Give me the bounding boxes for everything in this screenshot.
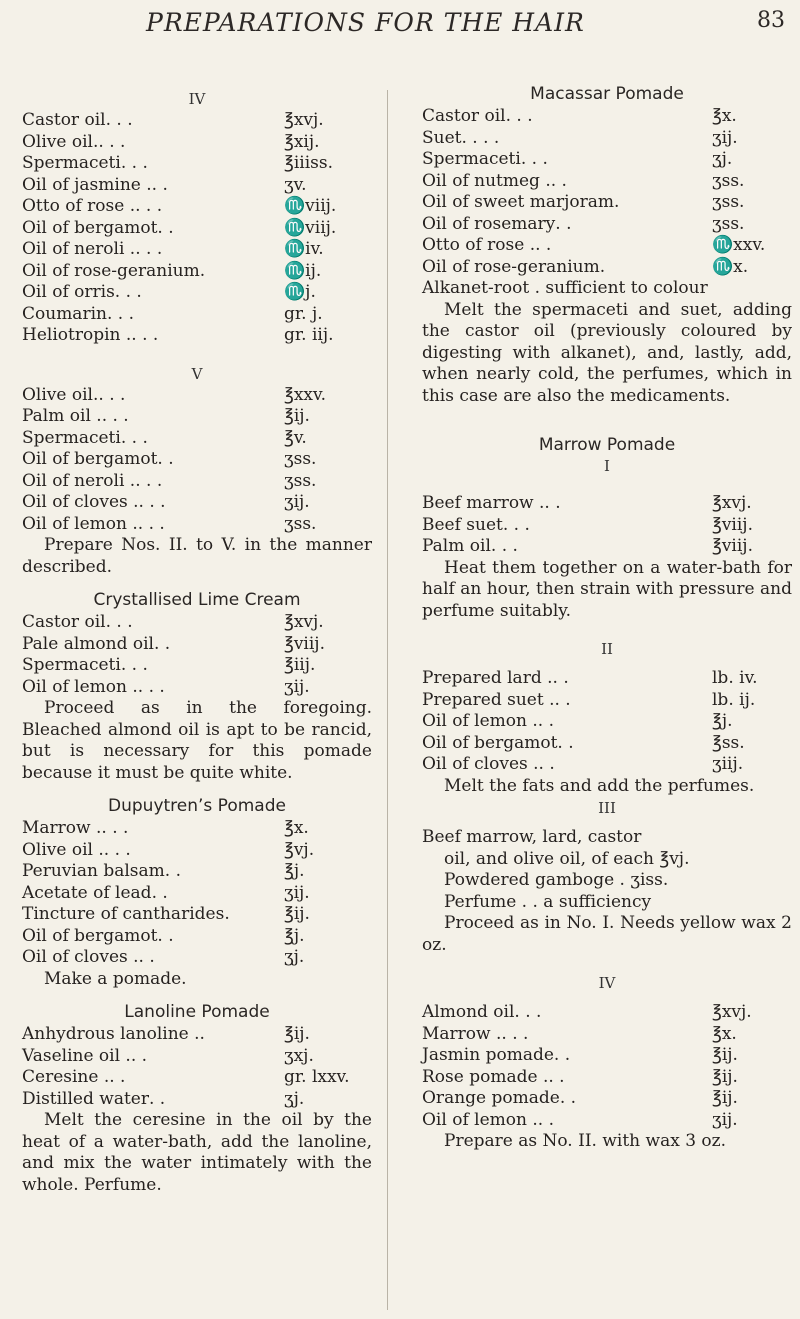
- ingredient-row: [22, 1024, 372, 1046]
- leader-dots: .: [199, 260, 206, 281]
- leader-dots: . .: [151, 174, 168, 195]
- ingredient-row: [22, 1089, 372, 1111]
- ingredient-name: Peruvian balsam: [22, 861, 165, 881]
- marrow-iii-line: Perfume . . a sufficiency: [444, 891, 652, 912]
- leader-dots: . . .: [138, 492, 166, 512]
- ingredient-name: Ceresine .: [22, 1067, 110, 1087]
- ingredient-quantity: gr. lxxv.: [284, 1067, 350, 1087]
- ingredient-name: Orange pomade: [422, 1088, 560, 1108]
- ingredient-name: Acetate of lead: [22, 882, 152, 903]
- leader-dots: . .: [538, 754, 555, 774]
- leader-dots: . .: [157, 925, 174, 946]
- leader-dots: .: [599, 256, 606, 277]
- leader-dots: . .: [151, 882, 168, 903]
- leader-dots: . . .: [98, 384, 126, 405]
- ingredient-name: Oil of bergamot: [422, 732, 558, 753]
- ingredient-quantity: ℥xvj.: [284, 612, 324, 632]
- ingredient-quantity: ℥xij.: [284, 131, 320, 152]
- ingredient-quantity: ʒss.: [284, 513, 317, 534]
- leader-dots: .: [199, 1024, 205, 1044]
- ingredient-quantity: lb. ij.: [712, 689, 756, 710]
- leader-dots: . . .: [137, 676, 165, 697]
- ingredient-name: Almond oil: [422, 1002, 515, 1022]
- dupuytren-title: Dupuytren’s Pomade: [108, 796, 286, 816]
- leader-dots: . .: [138, 947, 155, 967]
- formula-iv-list: [22, 110, 372, 347]
- ingredient-quantity: ℥ij.: [712, 1066, 738, 1087]
- ingredient-quantity: ℥xxv.: [284, 384, 326, 405]
- leader-dots: . .: [157, 449, 174, 469]
- leader-dots: .: [224, 904, 230, 924]
- ingredient-row: [422, 1067, 792, 1089]
- dupuytren-list: [22, 818, 372, 969]
- ingredient-quantity: ʒiij.: [712, 754, 744, 774]
- ingredient-row: [22, 655, 372, 677]
- ingredient-name: Oil of lemon .: [22, 676, 138, 697]
- ingredient-quantity: ʒj.: [284, 1088, 305, 1109]
- ingredient-name: Vaseline oil .: [22, 1045, 131, 1066]
- ingredient-quantity: ♏viij.: [284, 196, 337, 216]
- right-column: [422, 80, 792, 1153]
- ingredient-row: [22, 840, 372, 862]
- ingredient-name: Otto of rose .: [422, 235, 536, 255]
- ingredient-row: [22, 325, 372, 347]
- leader-dots: . . .: [105, 612, 133, 632]
- leader-dots: . .: [109, 1067, 126, 1087]
- leader-dots: . . .: [98, 131, 126, 152]
- ingredient-name: Spermaceti: [22, 153, 121, 173]
- dupuytren-note: Make a pomade.: [44, 968, 187, 989]
- ingredient-name: Prepared suet .: [422, 689, 555, 710]
- ingredient-row: [22, 449, 372, 471]
- ingredient-name: Distilled water: [22, 1088, 149, 1109]
- ingredient-name: Oil of bergamot: [22, 925, 158, 946]
- ingredient-quantity: ℥ij.: [284, 406, 310, 426]
- leader-dots: . .: [555, 213, 572, 234]
- leader-dots: . .: [537, 711, 554, 731]
- marrow-i-list: [422, 493, 792, 558]
- ingredient-quantity: ℥viij.: [712, 514, 753, 535]
- ingredient-name: Tincture of cantharides: [22, 904, 225, 924]
- leader-dots: . . .: [520, 149, 548, 169]
- ingredient-quantity: ʒj.: [712, 149, 733, 169]
- ingredient-name: Heliotropin .: [22, 325, 132, 345]
- ingredient-row: [422, 1045, 792, 1067]
- ingredient-row: [422, 106, 792, 128]
- ingredient-row: [22, 153, 372, 175]
- ingredient-row: [22, 304, 372, 326]
- ingredient-row: [422, 536, 792, 558]
- leader-dots: . . .: [114, 282, 142, 302]
- macassar-title: Macassar Pomade: [530, 84, 684, 104]
- ingredient-quantity: ℥ij.: [712, 1045, 738, 1065]
- leader-dots: . .: [130, 1045, 148, 1066]
- ingredient-row: [22, 861, 372, 883]
- ingredient-row: [22, 492, 372, 514]
- ingredient-name: Oil of lemon .: [22, 513, 138, 534]
- running-title: PREPARATIONS FOR THE HAIR: [146, 8, 585, 37]
- ingredient-name: Olive oil.: [22, 131, 99, 152]
- ingredient-name: Coumarin: [22, 303, 107, 324]
- ingredient-name: Palm oil: [422, 536, 491, 556]
- marrow-iv-list: [422, 1002, 792, 1131]
- ingredient-quantity: ℥vj.: [284, 839, 315, 860]
- ingredient-row: [422, 149, 792, 171]
- ingredient-row: [422, 214, 792, 236]
- marrow-iv-label: IV: [598, 974, 616, 992]
- ingredient-row: [22, 947, 372, 969]
- ingredient-row: [422, 192, 792, 214]
- ingredient-name: Oil of cloves .: [22, 492, 139, 512]
- leader-dots: . .: [535, 235, 552, 255]
- ingredient-name: Oil of orris: [22, 282, 115, 302]
- ingredient-quantity: ℥j.: [284, 925, 305, 946]
- ingredient-name: Palm oil .: [22, 406, 102, 426]
- leader-dots: . .: [153, 633, 171, 654]
- ingredient-row: [422, 493, 792, 515]
- ingredient-quantity: ℥x.: [712, 106, 737, 126]
- ingredient-row: [422, 171, 792, 193]
- ingredient-quantity: ʒss.: [284, 449, 317, 469]
- ingredient-name: Oil of cloves .: [22, 947, 139, 967]
- leader-dots: . . .: [135, 196, 163, 216]
- marrow-ii-note: Melt the fats and add the perfumes.: [444, 775, 755, 796]
- crystallised-note: Proceed as in the foregoing. Bleached almond oil is apt to be rancid, but is necessary for this pomade because it must be quite white.: [22, 698, 372, 783]
- ingredient-row: [422, 711, 792, 733]
- ingredient-quantity: ℥xvj.: [284, 110, 324, 130]
- leader-dots: . .: [149, 1088, 166, 1109]
- ingredient-quantity: ʒxj.: [284, 1045, 314, 1066]
- ingredient-quantity: ℥iij.: [284, 655, 316, 675]
- marrow-iii-note: Proceed as in No. I. Needs yellow wax 2 oz.: [422, 913, 792, 955]
- ingredient-quantity: ♏xxv.: [712, 235, 766, 255]
- ingredient-quantity: ℥viij.: [712, 536, 753, 556]
- ingredient-name: Oil of rosemary: [422, 213, 556, 234]
- leader-dots: . .: [552, 668, 569, 688]
- formula-iv-label: IV: [188, 90, 206, 108]
- formula-v-list: [22, 385, 372, 536]
- ingredient-quantity: ♏j.: [284, 282, 316, 302]
- ingredient-name: Suet: [422, 127, 462, 148]
- ingredient-name: Anhydrous lanoline .: [22, 1024, 200, 1044]
- ingredient-row: [22, 132, 372, 154]
- ingredient-row: [22, 385, 372, 407]
- crystallised-title: Crystallised Lime Cream: [93, 590, 301, 610]
- ingredient-row: [22, 818, 372, 840]
- ingredient-name: Castor oil: [22, 110, 106, 130]
- ingredient-name: Oil of sweet marjoram: [422, 192, 615, 212]
- ingredient-quantity: ʒss.: [712, 170, 745, 191]
- ingredient-name: Marrow .: [422, 1023, 502, 1044]
- leader-dots: .: [614, 192, 620, 212]
- ingredient-quantity: ℥ij.: [712, 1088, 738, 1108]
- ingredient-quantity: gr. j.: [284, 303, 323, 324]
- ingredient-row: [22, 239, 372, 261]
- ingredient-row: [22, 926, 372, 948]
- ingredient-quantity: ʒv.: [284, 174, 307, 195]
- ingredient-quantity: ʒj.: [284, 947, 305, 967]
- marrow-iii-label: III: [598, 799, 616, 817]
- ingredient-name: Oil of rose-geranium: [22, 260, 200, 281]
- marrow-iii-line: Powdered gamboge . ʒiss.: [444, 870, 669, 890]
- leader-dots: . .: [537, 1109, 554, 1130]
- marrow-ii-label: II: [601, 640, 613, 658]
- marrow-iii-line: Beef marrow, lard, castor: [422, 827, 642, 847]
- leader-dots: . . .: [135, 470, 163, 491]
- leader-dots: . . .: [137, 513, 165, 534]
- ingredient-quantity: ℥iiiss.: [284, 153, 333, 173]
- marrow-iv-note: Prepare as No. II. with wax 3 oz.: [444, 1131, 727, 1151]
- ingredient-name: Prepared lard .: [422, 668, 553, 688]
- marrow-i-note: Heat them together on a water-bath for half an hour, then strain with pressure and perfume suitably.: [422, 557, 792, 621]
- leader-dots: . . .: [101, 406, 129, 426]
- ingredient-row: [22, 514, 372, 536]
- ingredient-name: Rose pomade .: [422, 1066, 549, 1087]
- ingredient-quantity: ♏ij.: [284, 260, 322, 281]
- ingredient-row: [422, 690, 792, 712]
- ingredient-row: [22, 110, 372, 132]
- leader-dots: . .: [548, 1066, 565, 1087]
- ingredient-quantity: ℥x.: [712, 1023, 737, 1044]
- ingredient-name: Oil of neroli .: [22, 470, 136, 491]
- ingredient-name: Pale almond oil: [22, 633, 154, 654]
- ingredient-row: [22, 883, 372, 905]
- ingredient-name: Oil of cloves .: [422, 754, 539, 774]
- ingredient-row: [22, 196, 372, 218]
- ingredient-quantity: ℥ij.: [284, 904, 310, 924]
- lanoline-title: Lanoline Pomade: [124, 1002, 270, 1022]
- lanoline-list: [22, 1024, 372, 1110]
- ingredient-name: Jasmin pomade: [422, 1045, 554, 1065]
- leader-dots: . . .: [105, 110, 133, 130]
- ingredient-row: [22, 677, 372, 699]
- ingredient-name: Olive oil.: [22, 384, 99, 405]
- ingredient-quantity: ʒij.: [284, 492, 310, 512]
- ingredient-name: Oil of lemon .: [422, 711, 538, 731]
- ingredient-name: Castor oil: [22, 612, 106, 632]
- ingredient-quantity: ℥ss.: [712, 732, 745, 753]
- formula-v-note: Prepare Nos. II. to V. in the manner described.: [22, 535, 372, 577]
- ingredient-name: Otto of rose .: [22, 196, 136, 216]
- leader-dots: . . .: [490, 536, 518, 556]
- ingredient-quantity: ℥x.: [284, 818, 309, 838]
- ingredient-row: [422, 257, 792, 279]
- marrow-i-label: I: [604, 457, 610, 475]
- leader-dots: . .: [164, 861, 181, 881]
- ingredient-row: [22, 175, 372, 197]
- ingredient-name: Oil of lemon .: [422, 1109, 538, 1130]
- ingredient-name: Oil of bergamot: [22, 449, 158, 469]
- left-column: [22, 88, 372, 1196]
- ingredient-row: [22, 471, 372, 493]
- leader-dots: . .: [559, 1088, 577, 1108]
- leader-dots: . .: [553, 1045, 571, 1065]
- ingredient-name: Spermaceti: [422, 149, 521, 169]
- ingredient-name: Oil of jasmine .: [22, 174, 152, 195]
- ingredient-quantity: ʒij.: [712, 127, 738, 148]
- leader-dots: . . .: [101, 818, 129, 838]
- ingredient-name: Olive oil .: [22, 839, 104, 860]
- ingredient-row: [22, 1046, 372, 1068]
- ingredient-row: [422, 668, 792, 690]
- ingredient-row: [22, 406, 372, 428]
- ingredient-row: [22, 428, 372, 450]
- ingredient-quantity: gr. iij.: [284, 325, 334, 345]
- leader-dots: . . . .: [461, 127, 500, 148]
- ingredient-quantity: ʒss.: [284, 470, 317, 491]
- ingredient-row: [22, 218, 372, 240]
- marrow-title: Marrow Pomade: [538, 435, 676, 455]
- leader-dots: . . .: [106, 303, 134, 324]
- ingredient-quantity: ♏iv.: [284, 239, 324, 259]
- column-divider: [387, 90, 388, 1310]
- ingredient-quantity: ♏viij.: [284, 217, 337, 238]
- ingredient-name: Beef marrow .: [422, 493, 545, 513]
- crystallised-list: [22, 612, 372, 698]
- ingredient-name: Oil of bergamot: [22, 217, 158, 238]
- alkanet-line: Alkanet-root . sufficient to colour: [422, 278, 708, 298]
- page-number: 83: [757, 8, 785, 33]
- ingredient-row: [22, 904, 372, 926]
- leader-dots: . .: [544, 493, 561, 513]
- ingredient-row: [422, 1002, 792, 1024]
- ingredient-name: Oil of neroli .: [22, 239, 136, 259]
- ingredient-name: Marrow .: [22, 818, 102, 838]
- leader-dots: . . .: [501, 1023, 529, 1044]
- marrow-ii-list: [422, 668, 792, 776]
- marrow-iii-line: oil, and olive oil, of each ℥vj.: [444, 848, 690, 869]
- ingredient-row: [422, 1088, 792, 1110]
- page-header: [0, 0, 800, 50]
- leader-dots: . .: [550, 170, 567, 191]
- ingredient-quantity: ♏x.: [712, 256, 749, 277]
- leader-dots: . . .: [135, 239, 163, 259]
- ingredient-row: [22, 261, 372, 283]
- ingredient-name: Beef suet: [422, 514, 503, 535]
- ingredient-name: Oil of rose-geranium: [422, 256, 600, 277]
- leader-dots: . . .: [103, 839, 131, 860]
- leader-dots: . .: [554, 689, 571, 710]
- ingredient-quantity: ʒij.: [712, 1109, 738, 1130]
- ingredient-row: [422, 754, 792, 776]
- macassar-note: Melt the spermaceti and suet, adding the castor oil (previously coloured by digesting with alkanet), and, lastly, add, when nearly cold, the perfumes, which in this case are also the medicaments.: [422, 299, 792, 406]
- ingredient-quantity: ℥v.: [284, 427, 307, 448]
- ingredient-quantity: ℥xvj.: [712, 493, 752, 513]
- ingredient-quantity: ℥viij.: [284, 633, 325, 654]
- ingredient-quantity: lb. iv.: [712, 668, 758, 688]
- leader-dots: . . .: [505, 106, 533, 126]
- ingredient-row: [422, 1024, 792, 1046]
- ingredient-row: [22, 634, 372, 656]
- leader-dots: . . .: [120, 655, 148, 675]
- formula-v-label: V: [191, 364, 203, 383]
- leader-dots: . . .: [502, 514, 530, 535]
- ingredient-quantity: ℥j.: [712, 711, 733, 731]
- ingredient-row: [422, 235, 792, 257]
- ingredient-row: [422, 733, 792, 755]
- ingredient-quantity: ʒss.: [712, 213, 745, 234]
- ingredient-name: Spermaceti: [22, 427, 121, 448]
- ingredient-row: [22, 282, 372, 304]
- ingredient-quantity: ℥xvj.: [712, 1002, 752, 1022]
- ingredient-quantity: ʒss.: [712, 192, 745, 212]
- ingredient-row: [422, 128, 792, 150]
- leader-dots: . .: [557, 732, 574, 753]
- ingredient-row: [422, 1110, 792, 1132]
- ingredient-name: Spermaceti: [22, 655, 121, 675]
- ingredient-quantity: ℥j.: [284, 861, 305, 881]
- ingredient-row: [22, 612, 372, 634]
- macassar-list: [422, 106, 792, 300]
- ingredient-name: Oil of nutmeg .: [422, 170, 551, 191]
- ingredient-quantity: ℥ij.: [284, 1024, 310, 1044]
- leader-dots: . .: [157, 217, 174, 238]
- leader-dots: . . .: [120, 153, 148, 173]
- ingredient-quantity: ʒij.: [284, 882, 310, 903]
- ingredient-quantity: ʒij.: [284, 676, 310, 697]
- lanoline-note: Melt the ceresine in the oil by the heat of a water-bath, add the lanoline, and mix the water intimately with the whole. Perfume.: [22, 1110, 372, 1195]
- ingredient-name: Castor oil: [422, 106, 506, 126]
- ingredient-row: [22, 1067, 372, 1089]
- leader-dots: . . .: [120, 427, 148, 448]
- leader-dots: . . .: [514, 1002, 542, 1022]
- leader-dots: . . .: [131, 325, 159, 345]
- ingredient-row: [422, 515, 792, 537]
